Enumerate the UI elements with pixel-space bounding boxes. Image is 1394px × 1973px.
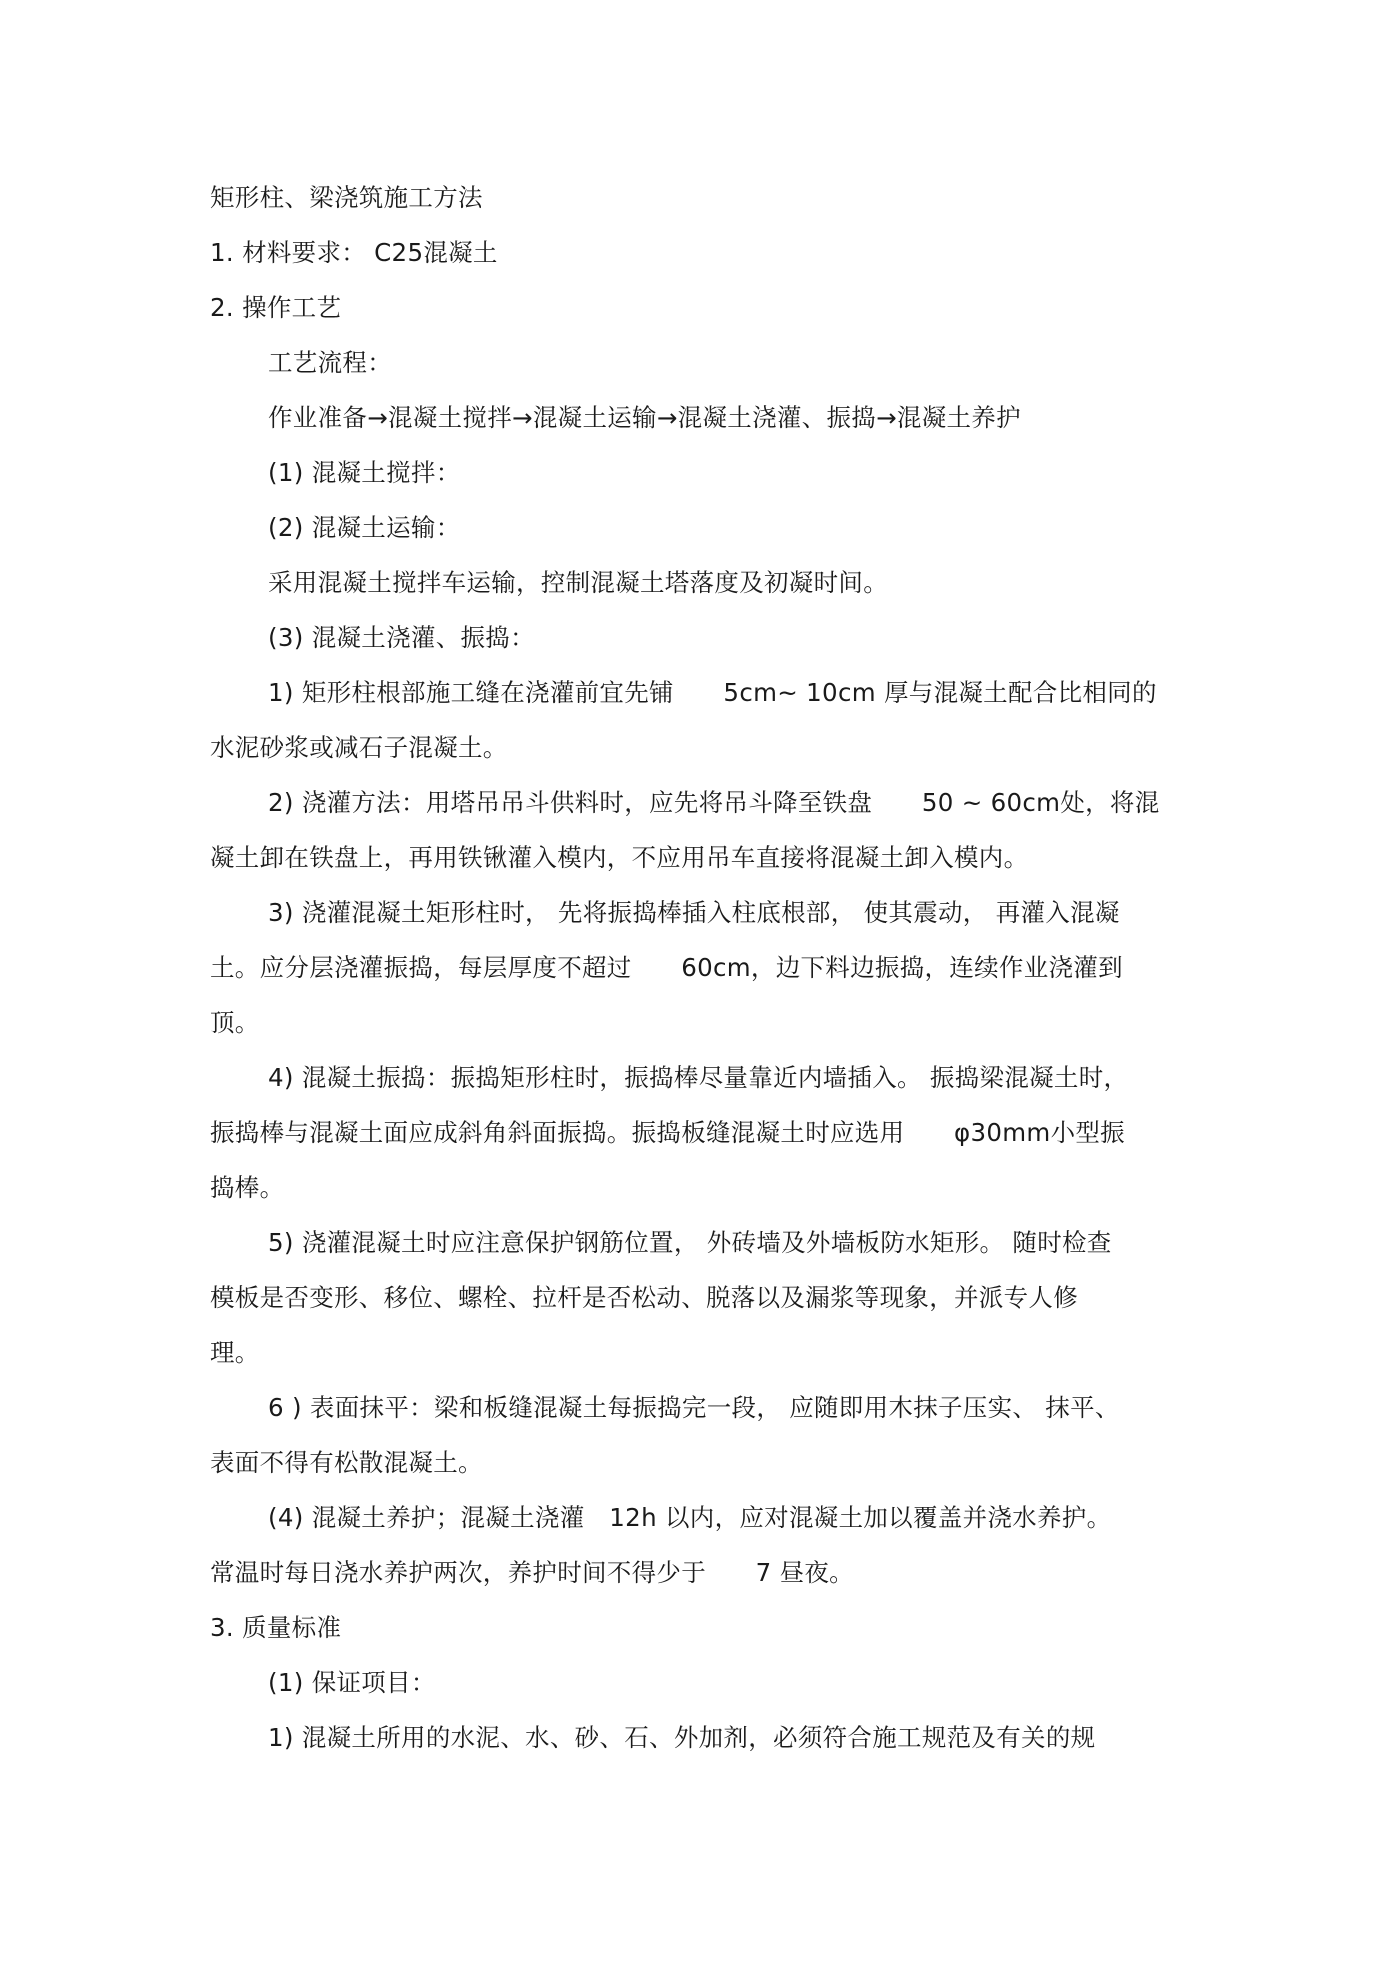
paragraph-line: 6 ) 表面抹平：梁和板缝混凝土每振捣完一段， 应随即用木抹子压实、 抹平、 — [268, 1393, 1120, 1422]
paragraph-line: 模板是否变形、移位、螺栓、拉杆是否松动、脱落以及漏浆等现象，并派专人修 — [210, 1283, 1078, 1312]
paragraph-line: 常温时每日浇水养护两次，养护时间不得少于 7 昼夜。 — [210, 1558, 854, 1587]
subsection-heading: (1) 保证项目： — [268, 1668, 436, 1697]
section-heading: 2. 操作工艺 — [210, 293, 342, 322]
paragraph-line: 振捣棒与混凝土面应成斜角斜面振捣。振捣板缝混凝土时应选用 φ30mm小型振 — [210, 1118, 1125, 1147]
process-flow-line: 作业准备→混凝土搅拌→混凝土运输→混凝土浇灌、振捣→混凝土养护 — [268, 403, 1021, 432]
paragraph-line: 2) 浇灌方法：用塔吊吊斗供料时，应先将吊斗降至铁盘 50 ~ 60cm处，将混 — [268, 788, 1160, 817]
subsection-heading: (2) 混凝土运输： — [268, 513, 461, 542]
section-heading: 3. 质量标准 — [210, 1613, 342, 1642]
paragraph-line: 土。应分层浇灌振捣，每层厚度不超过 60cm，边下料边振捣，连续作业浇灌到 — [210, 953, 1123, 982]
document-title: 矩形柱、梁浇筑施工方法 — [210, 183, 483, 212]
paragraph-line: 理。 — [210, 1338, 260, 1367]
subsection-heading: (1) 混凝土搅拌： — [268, 458, 461, 487]
paragraph-line: 捣棒。 — [210, 1173, 285, 1202]
paragraph-line: 4) 混凝土振捣：振捣矩形柱时，振捣棒尽量靠近内墙插入。 振捣梁混凝土时， — [268, 1063, 1129, 1092]
paragraph-line: 水泥砂浆或减石子混凝土。 — [210, 733, 508, 762]
paragraph-line: 顶。 — [210, 1008, 260, 1037]
paragraph-line: 5) 浇灌混凝土时应注意保护钢筋位置， 外砖墙及外墙板防水矩形。 随时检查 — [268, 1228, 1112, 1257]
paragraph-line: 1) 混凝土所用的水泥、水、砂、石、外加剂，必须符合施工规范及有关的规 — [268, 1723, 1096, 1752]
paragraph-line: 采用混凝土搅拌车运输，控制混凝土塔落度及初凝时间。 — [268, 568, 888, 597]
paragraph-line: 1) 矩形柱根部施工缝在浇灌前宜先铺 5cm~ 10cm 厚与混凝土配合比相同的 — [268, 678, 1157, 707]
paragraph-line: (4) 混凝土养护；混凝土浇灌 12h 以内，应对混凝土加以覆盖并浇水养护。 — [268, 1503, 1112, 1532]
paragraph-line: 工艺流程： — [268, 348, 392, 377]
subsection-heading: (3) 混凝土浇灌、振捣： — [268, 623, 535, 652]
paragraph-line: 凝土卸在铁盘上，再用铁锹灌入模内，不应用吊车直接将混凝土卸入模内。 — [210, 843, 1029, 872]
paragraph-line: 3) 浇灌混凝土矩形柱时， 先将振捣棒插入柱底根部， 使其震动， 再灌入混凝 — [268, 898, 1120, 927]
paragraph-line: 表面不得有松散混凝土。 — [210, 1448, 483, 1477]
section-heading: 1. 材料要求： C25混凝土 — [210, 238, 498, 267]
